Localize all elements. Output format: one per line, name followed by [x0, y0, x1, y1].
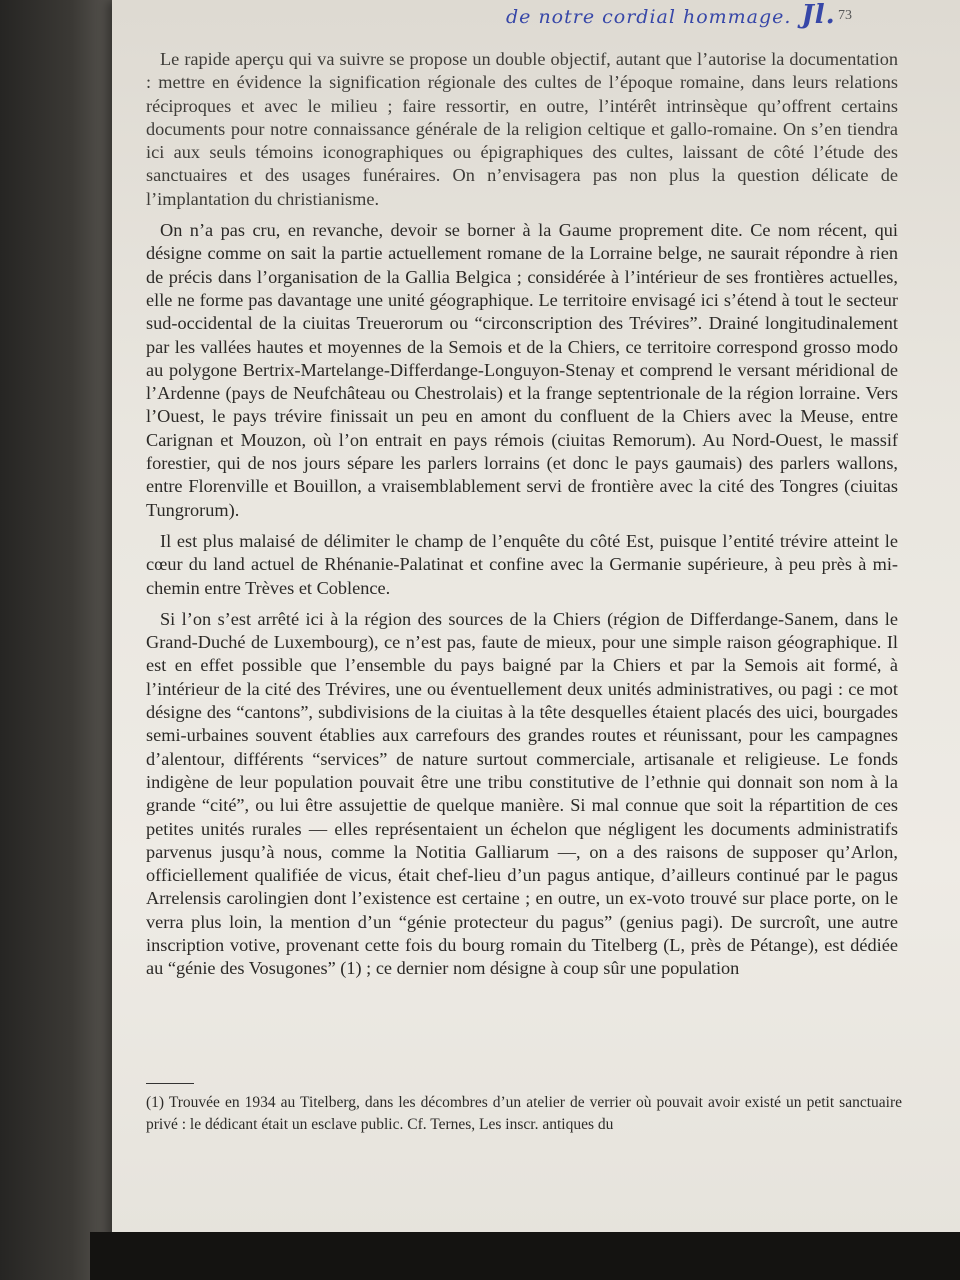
paragraph-chiers-sources: Si l’on s’est arrêté ici à la région des sources de la Chiers (région de Differdange-Sanem, dans le Grand-Duché de Luxembourg), ce n’est pas, faute de mieux, pour une simple raison géographique. Il est en effet possible que l’ensemble du pays baigné par la Chiers et par la Semois ait formé, à l’intérieur de la cité des Trévires, une ou éventuellement deux unités administratives, ou pagi : ce mot désigne des “cantons”, subdivisions de la ciuitas à la tête desquelles étaient placés des uici, bourgades semi-urbaines souvent établies aux carrefours des grandes routes et réunissant, pour les campagnes d’alentour, différents “services” de nature surtout commerciale, artisanale et religieuse. Le fonds indigène de leur population pouvait être une tribu constitutive de l’ethnie qui donnait son nom à la grande “cité”, ou lui être assujettie de quelque manière. Si mal connue que soit la répartition de ces petites unités rurales — elles représentaient un échelon que négligent les documents administratifs parvenus jusqu’à nous, comme la Notitia Galliarum —, on a des raisons de supposer qu’Arlon, officiellement qualifiée de vicus, était chef-lieu d’un pagus antique, d’ailleurs continué par le pagus Arrelensis carolingien dont l’existence est certaine ; en outre, un ex-voto trouvé sur place porte, on le verra plus loin, la mention d’un “génie protecteur du pagus” (genius pagi). De surcroît, une autre inscription votive, provenant cette fois du bourg romain du Titelberg (L, près de Pétange), est dédiée au “génie des Vosugones” (1) ; ce dernier nom désigne à coup sûr une population [146, 608, 898, 979]
handwritten-dedication [506, 0, 960, 30]
page-bottom-edge [90, 1232, 960, 1280]
page-shadow [0, 0, 120, 1280]
body-text [146, 48, 898, 989]
signature: Jl. [801, 0, 836, 30]
paragraph-east-boundary: Il est plus malaisé de délimiter le champ de l’enquête du côté Est, puisque l’entité trévire atteint le cœur du land actuel de Rhénanie-Palatinat et confine avec la Germanie supérieure, à peu près à mi-chemin entre Trèves et Coblence. [146, 530, 898, 598]
footnote: (1) Trouvée en 1934 au Titelberg, dans les décombres d’un atelier de verrier où pouvait avoir existé un petit sanctuaire privé : le dédicant était un esclave public. Cf. Ternes, Les inscr. antiques du [146, 1094, 902, 1133]
paragraph-territory: On n’a pas cru, en revanche, devoir se borner à la Gaume proprement dite. Ce nom récent, qui désigne comme on sait la partie actuellement romane de la Lorraine belge, ne saurait répondre à rien de précis dans l’organisation de la Gallia Belgica ; considérée à l’intérieur de ses frontières actuelles, elle ne forme pas davantage une unité géographique. Le territoire envisagé ici s’étend à tout le secteur sud-occidental de la ciuitas Treuerorum ou “circonscription des Trévires”. Drainé longitudinalement par les vallées hautes et moyennes de la Semois et de la Chiers, ce territoire correspond grosso modo au polygone Bertrix-Martelange-Differdange-Longuyon-Stenay et comprend le versant méridional de l’Ardenne (pays de Neufchâteau ou Chestrolais) et la frange septentrionale de la région lorraine. Vers l’Ouest, le pays trévire finissait un peu en amont du confluent de la Chiers avec la Meuse, entre Carignan et Mouzon, où l’on entrait en pays rémois (ciuitas Remorum). Au Nord-Ouest, le massif forestier, qui de nos jours sépare les parlers lorrains (et donc le pays gaumais) des parlers wallons, entre Florenville et Bouillon, a vraisemblablement servi de frontière avec la cité des Tongres (ciuitas Tungrorum). [146, 220, 898, 520]
page-number: 73 [838, 8, 852, 23]
handwritten-note: de notre cordial hommage. [506, 6, 792, 28]
footnote-rule [146, 1083, 194, 1084]
paragraph-intro: Le rapide aperçu qui va suivre se propose un double objectif, autant que l’autorise la documentation : mettre en évidence la signification régionale des cultes de l’époque romaine, dans leurs relations réciproques et avec le milieu ; faire ressortir, en outre, l’intérêt intrinsèque qu’offrent certains documents pour notre connaissance générale de la religion celtique et gallo-romaine. On s’en tiendra ici aux seuls témoins iconographiques ou épigraphiques des cultes, laissant de côté l’étude des sanctuaires et des usages funéraires. On n’envisagera pas non plus la question délicate de l’implantation du christianisme. [146, 49, 898, 209]
